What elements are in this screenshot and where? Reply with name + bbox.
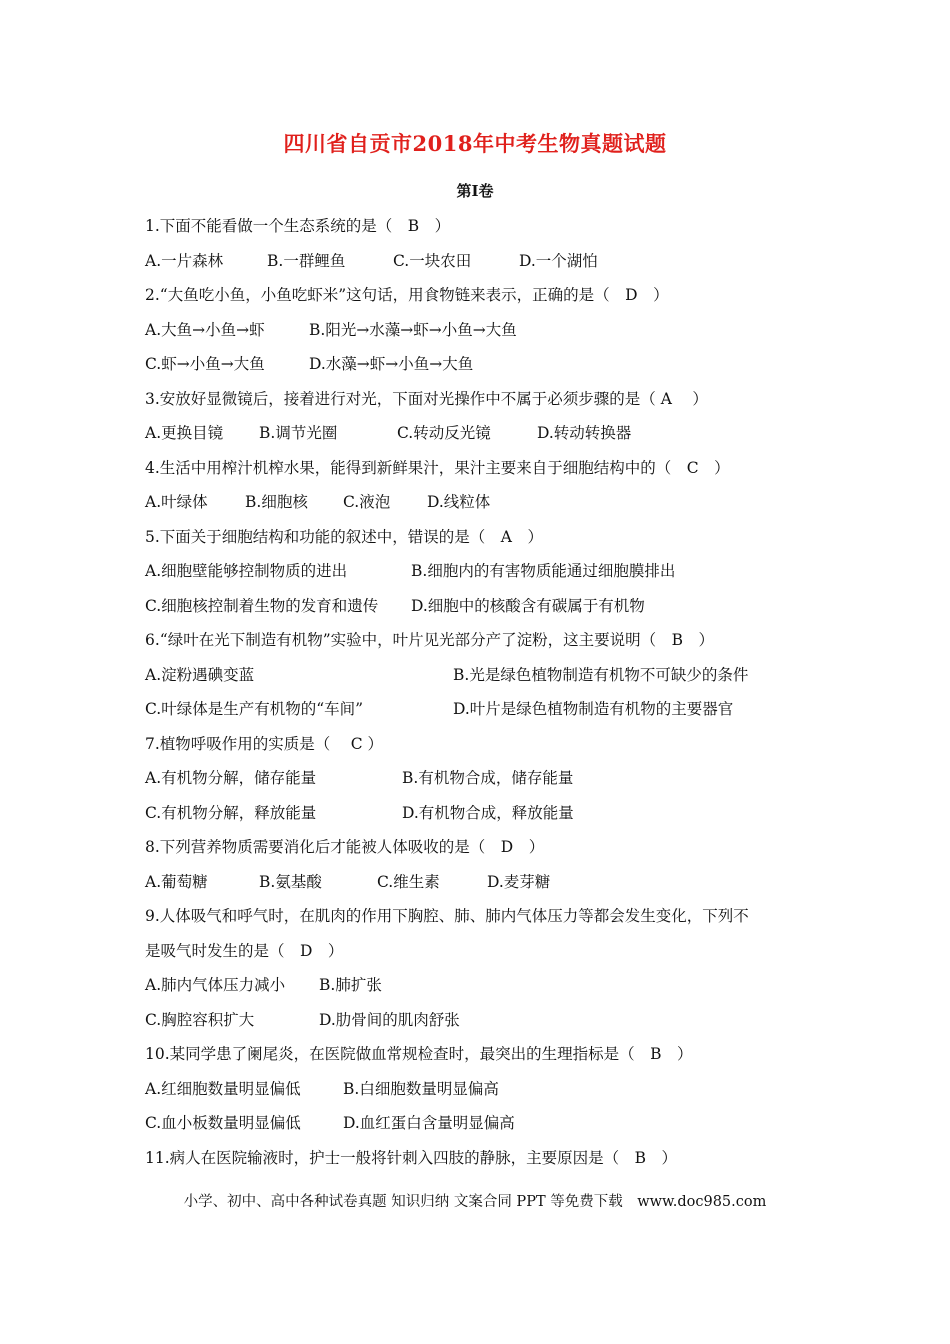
answer-option: B.一群鲤鱼 xyxy=(267,251,346,270)
answer-option: A.肺内气体压力减小 xyxy=(145,976,286,994)
question-text: 9.人体吸气和呼气时，在肌肉的作用下胸腔、肺、肺内气体压力等都会发生变化，下列不 xyxy=(145,907,749,925)
question-text: 8.下列营养物质需要消化后才能被人体吸收的是（ D ） xyxy=(145,838,545,856)
answer-option: A.细胞壁能够控制物质的进出 xyxy=(145,562,348,580)
text-line xyxy=(145,833,825,868)
answer-option: A.有机物分解，储存能量 xyxy=(145,769,317,787)
answer-option: C.虾→小鱼→大鱼 xyxy=(145,355,265,373)
answer-option: A.更换目镜 xyxy=(145,424,224,442)
text-line xyxy=(145,316,825,351)
answer-option: A.叶绿体 xyxy=(145,493,208,511)
answer-option: B.白细胞数量明显偏高 xyxy=(343,1079,499,1098)
answer-option: B.肺扩张 xyxy=(319,976,382,994)
answer-option: B.调节光圈 xyxy=(259,424,338,442)
question-text: 5.下面关于细胞结构和功能的叙述中，错误的是（ A ） xyxy=(145,527,543,546)
question-text: 1.下面不能看做一个生态系统的是（ B ） xyxy=(145,217,451,235)
answer-option: B.阳光→水藻→虾→小鱼→大鱼 xyxy=(309,320,517,339)
answer-option: C.叶绿体是生产有机物的“车间” xyxy=(145,700,364,718)
text-line xyxy=(145,1109,825,1144)
text-line xyxy=(145,695,825,730)
answer-option: D.肋骨间的肌肉舒张 xyxy=(319,1010,460,1029)
answer-option: A.葡萄糖 xyxy=(145,872,208,891)
text-line xyxy=(145,626,825,661)
answer-option: A.淀粉遇碘变蓝 xyxy=(145,665,255,684)
answer-option: B.有机物合成，储存能量 xyxy=(402,769,574,787)
answer-option: A.红细胞数量明显偏低 xyxy=(145,1079,301,1098)
text-line xyxy=(145,799,825,834)
text-line xyxy=(145,1006,825,1041)
document-title: 四川省自贡市2018年中考生物真题试题 xyxy=(283,131,667,156)
text-line xyxy=(145,350,825,385)
answer-option: C.细胞核控制着生物的发育和遗传 xyxy=(145,596,379,615)
answer-option: A.一片森林 xyxy=(145,251,224,270)
answer-option: C.液泡 xyxy=(343,493,391,511)
text-line xyxy=(145,868,825,903)
answer-option: B.细胞内的有害物质能通过细胞膜排出 xyxy=(411,562,676,580)
question-text: 7.植物呼吸作用的实质是（ C ） xyxy=(145,734,384,753)
answer-option: D.线粒体 xyxy=(427,493,491,511)
text-line xyxy=(145,937,825,972)
text-line xyxy=(145,1075,825,1110)
answer-option: D.叶片是绿色植物制造有机物的主要器官 xyxy=(453,700,734,718)
text-line xyxy=(145,247,825,282)
answer-option: C.胸腔容积扩大 xyxy=(145,1010,255,1029)
text-line xyxy=(145,281,825,316)
question-text: 2.“大鱼吃小鱼，小鱼吃虾米”这句话，用食物链来表示，正确的是（ D ） xyxy=(145,286,669,304)
answer-option: C.有机物分解，释放能量 xyxy=(145,803,317,822)
answer-option: D.麦芽糖 xyxy=(487,872,551,891)
text-line xyxy=(145,971,825,1006)
text-line xyxy=(145,523,825,558)
question-list xyxy=(145,212,825,1178)
question-text: 10.某同学患了阑尾炎，在医院做血常规检查时，最突出的生理指标是（ B ） xyxy=(145,1045,693,1063)
answer-option: D.血红蛋白含量明显偏高 xyxy=(343,1114,515,1132)
text-line xyxy=(145,212,825,247)
answer-option: C.一块农田 xyxy=(393,251,472,270)
question-text: 6.“绿叶在光下制造有机物”实验中，叶片见光部分产了淀粉，这主要说明（ B ） xyxy=(145,631,715,649)
answer-option: D.细胞中的核酸含有碳属于有机物 xyxy=(411,596,645,615)
answer-option: B.氨基酸 xyxy=(259,872,322,891)
answer-option: C.维生素 xyxy=(377,872,440,891)
text-line xyxy=(145,1040,825,1075)
answer-option: C.血小板数量明显偏低 xyxy=(145,1114,301,1132)
question-text: 11.病人在医院输液时，护士一般将针刺入四肢的静脉，主要原因是（ B ） xyxy=(145,1148,678,1167)
text-line xyxy=(145,730,825,765)
text-line xyxy=(145,385,825,420)
answer-option: D.一个湖怕 xyxy=(519,251,598,270)
text-line xyxy=(145,454,825,489)
text-line xyxy=(145,902,825,937)
text-line xyxy=(145,592,825,627)
answer-option: B.光是绿色植物制造有机物不可缺少的条件 xyxy=(453,665,749,684)
text-line xyxy=(145,419,825,454)
answer-option: A.大鱼→小鱼→虾 xyxy=(145,320,265,339)
page-footer: 小学、初中、高中各种试卷真题 知识归纳 文案合同 PPT 等免费下载 www.doc985.com xyxy=(183,1194,767,1210)
question-text: 是吸气时发生的是（ D ） xyxy=(145,941,344,960)
text-line xyxy=(145,764,825,799)
answer-option: D.有机物合成，释放能量 xyxy=(402,803,574,822)
text-line xyxy=(145,661,825,696)
text-line xyxy=(145,1144,825,1179)
answer-option: D.水藻→虾→小鱼→大鱼 xyxy=(309,355,474,373)
section-heading: 第Ⅰ卷 xyxy=(456,182,494,200)
answer-option: D.转动转换器 xyxy=(537,424,632,442)
answer-option: B.细胞核 xyxy=(245,493,308,511)
question-text: 3.安放好显微镜后，接着进行对光，下面对光操作中不属于必须步骤的是（ A ） xyxy=(145,389,708,408)
text-line xyxy=(145,488,825,523)
question-text: 4.生活中用榨汁机榨水果，能得到新鲜果汁，果汁主要来自于细胞结构中的（ C ） xyxy=(145,458,730,477)
answer-option: C.转动反光镜 xyxy=(397,424,491,442)
text-line xyxy=(145,557,825,592)
